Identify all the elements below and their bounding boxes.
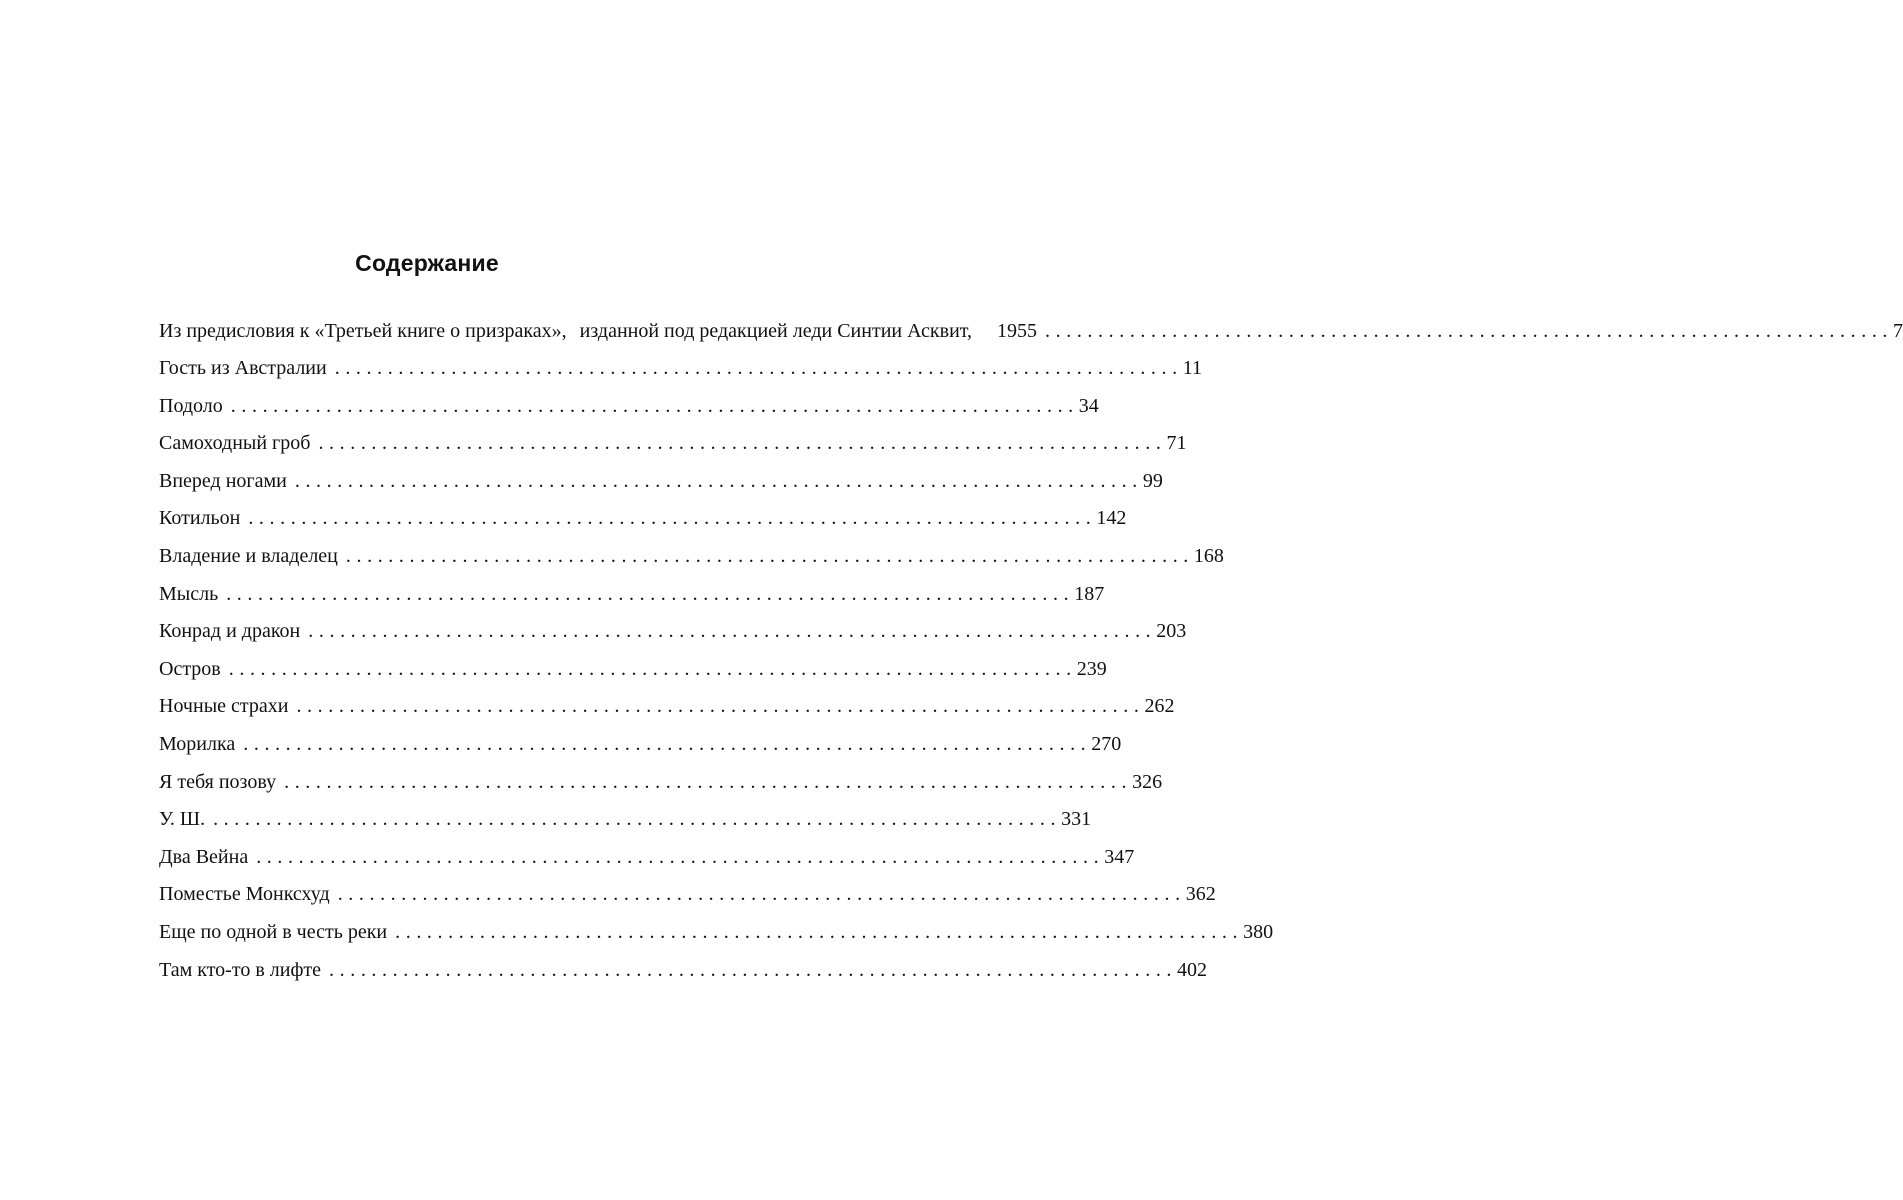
dot-leader: ................................................................................ (395, 920, 1244, 943)
toc-entry-title-line-2: изданной под редакцией леди Синтии Асквит, (579, 320, 973, 342)
dot-leader: ................................................................................ (1045, 320, 1894, 342)
dot-leader: ................................................................................ (294, 469, 1143, 492)
toc-page-number: 187 (1074, 582, 1105, 605)
toc-entry-title: Котильон (159, 507, 241, 530)
dot-leader: ................................................................................ (213, 808, 1062, 831)
toc-entry-title: Два Вейна (159, 845, 249, 868)
toc-entry-title: Поместье Монксхуд (159, 883, 330, 906)
dot-leader: ................................................................................ (248, 507, 1097, 530)
dot-leader: ................................................................................ (318, 432, 1167, 455)
toc-entry-title: Еще по одной в честь реки (159, 920, 388, 943)
toc-entry (159, 731, 1122, 769)
toc-entry-title: Там кто-то в лифте (159, 958, 322, 981)
toc-entry (159, 543, 1224, 581)
toc-entry-title: Гость из Австралии (159, 357, 327, 379)
toc-entry-title: Ночные страхи (159, 695, 289, 718)
toc-entry-title: Вперед ногами (159, 469, 287, 492)
toc-page-number: 168 (1193, 544, 1224, 567)
toc-entry (159, 806, 1092, 844)
toc-page-number: 402 (1177, 958, 1208, 981)
toc-entry (159, 393, 1099, 431)
toc-entry-title: Самоходный гроб (159, 432, 311, 455)
dot-leader: ................................................................................ (256, 845, 1105, 868)
dot-leader: ................................................................................ (284, 770, 1133, 793)
toc-entry (159, 581, 1105, 619)
toc-page-number: 362 (1185, 883, 1216, 906)
dot-leader: ................................................................................ (337, 883, 1186, 906)
toc-entry-title-line-3: 1955 (997, 320, 1038, 342)
toc-entry-preface (159, 318, 1903, 344)
toc-page-number: 380 (1243, 920, 1274, 943)
toc-entry-title: Мысль (159, 582, 219, 605)
toc-entry (159, 919, 1274, 957)
toc-entry (159, 505, 1127, 543)
toc-entry (159, 430, 1187, 468)
dot-leader: ................................................................................ (345, 544, 1194, 567)
toc-page-number: 142 (1096, 507, 1127, 530)
toc-entry-last-line (972, 318, 1903, 344)
dot-leader: ................................................................................ (228, 657, 1077, 680)
toc-page-number: 34 (1078, 394, 1099, 417)
toc-entry-title: Морилка (159, 732, 236, 755)
toc-entry (159, 881, 1216, 919)
toc-page-number: 331 (1061, 808, 1092, 831)
dot-leader: ................................................................................ (296, 695, 1145, 718)
dot-leader: ................................................................................ (243, 732, 1092, 755)
toc-entry (159, 957, 1208, 995)
toc-page-number: 99 (1142, 469, 1163, 492)
dot-leader: ................................................................................ (226, 582, 1075, 605)
toc-entry-title: У. Ш. (159, 808, 206, 831)
toc-entry-title: Остров (159, 657, 221, 680)
toc-entry (159, 656, 1107, 694)
toc-entry (159, 769, 1163, 807)
dot-leader: ................................................................................ (230, 394, 1079, 417)
toc-entry (159, 355, 1202, 393)
toc-entry (159, 844, 1135, 882)
toc-page-number: 203 (1156, 620, 1187, 643)
toc-entry (159, 618, 1187, 656)
toc-entry (159, 468, 1163, 506)
dot-leader: ................................................................................ (329, 958, 1178, 981)
dot-leader: ................................................................................ (334, 357, 1183, 379)
toc-page-number: 347 (1104, 845, 1135, 868)
toc-entry-title-line-1: Из предисловия к «Третьей книге о призраках», (159, 320, 567, 342)
toc-page-number: 239 (1076, 657, 1107, 680)
toc-entry-title: Я тебя позову (159, 770, 277, 793)
table-of-contents (159, 318, 1903, 994)
toc-page-number: 11 (1182, 357, 1202, 379)
toc-entry (159, 693, 1175, 731)
toc-entry-title: Конрад и дракон (159, 620, 301, 643)
dot-leader: ................................................................................ (308, 620, 1157, 643)
toc-page-number: 7 (1893, 320, 1903, 342)
toc-page-number: 71 (1166, 432, 1187, 455)
toc-heading: Содержание (355, 250, 499, 276)
toc-page-number: 262 (1144, 695, 1175, 718)
toc-page-number: 326 (1132, 770, 1163, 793)
toc-page-number: 270 (1091, 732, 1122, 755)
toc-entry-title: Владение и владелец (159, 544, 338, 567)
toc-entry-title: Подоло (159, 394, 223, 417)
